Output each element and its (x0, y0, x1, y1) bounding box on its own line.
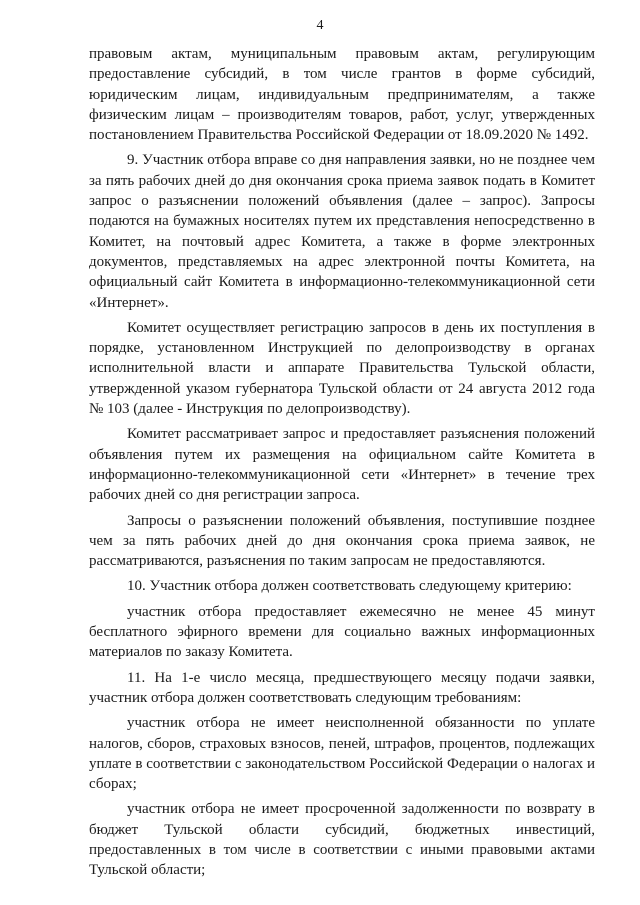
document-body (89, 44, 595, 886)
paragraph-item-10: 10. Участник отбора должен соответствовать следующему критерию: (127, 578, 572, 595)
paragraph-criterion: участник отбора предоставляет ежемесячно не менее 45 минут бесплатного эфирного времени для социально важных информационных материалов по заказу Комитета. (89, 603, 595, 661)
paragraph-registration: Комитет осуществляет регистрацию запросов в день их поступления в порядке, установленном Инструкцией по делопроизводству в органах исполнительной власти и аппарате Правительства Тульской области, утвержденной указом губернатора Тульской области от 24 августа 2012 года № 103 (далее - Инструкция по делопроизводству). (89, 319, 595, 418)
paragraph-requirement-debt: участник отбора не имеет просроченной задолженности по возврату в бюджет Тульской области субсидий, бюджетных инвестиций, предоставленных в том числе в соответствии с иными правовыми актами Тульской области; (89, 801, 595, 879)
paragraph-requirement-taxes: участник отбора не имеет неисполненной обязанности по уплате налогов, сборов, страховых взносов, пеней, штрафов, процентов, подлежащих уплате в соответствии с законодательством Российской Федерации о налогах и сборах; (89, 715, 595, 793)
paragraph-item-11: 11. На 1-е число месяца, предшествующего месяцу подачи заявки, участник отбора должен соответствовать следующим требованиям: (89, 669, 595, 706)
paragraph-clarification: Комитет рассматривает запрос и предоставляет разъяснения положений объявления путем их размещения на официальном сайте Комитета в информационно-телекоммуникационной сети «Интернет» в течение трех рабочих дней со дня регистрации запроса. (89, 426, 595, 504)
page-number: 4 (316, 18, 324, 33)
paragraph-late-requests: Запросы о разъяснении положений объявления, поступившие позднее чем за пять рабочих дней до дня окончания срока приема заявок, не рассматриваются, разъяснения по таким запросам не предоставляются. (89, 512, 595, 570)
paragraph-continuation: правовым актам, муниципальным правовым актам, регулирующим предоставление субсидий, в том числе грантов в форме субсидий, юридическим лицам, индивидуальным предпринимателям, а также физическим лицам – производителям товаров, работ, услуг, утвержденных постановлением Правительства Российской Федерации от 18.09.2020 № 1492. (89, 46, 595, 144)
paragraph-item-9: 9. Участник отбора вправе со дня направления заявки, но не позднее чем за пять рабочих дней до дня окончания срока приема заявок подать в Комитет запрос о разъяснении положений объявления (далее – запрос). Запросы подаются на бумажных носителях путем их представления непосредственно в Комитет, на почтовый адрес Комитета, а также в форме электронных документов, представляемых на адрес электронной почты Комитета, на официальный сайт Комитета в информационно-телекоммуникационной сети «Интернет». (89, 152, 595, 311)
